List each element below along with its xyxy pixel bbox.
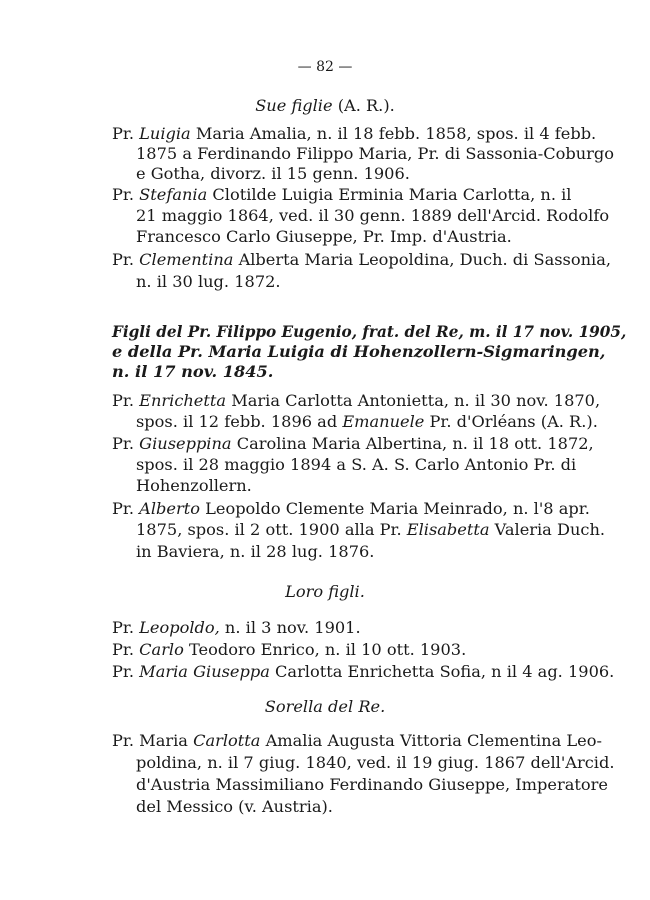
section-heading-figli-line: e della Pr. Maria Luigia di Hohenzollern-Sigmaringen, [112,342,606,361]
person-name: Clementina [139,250,234,269]
text-line: spos. il 28 maggio 1894 a S. A. S. Carlo Antonio Pr. di [136,455,577,474]
person-name: Elisabetta [406,520,490,539]
text-line: Hohenzollern. [136,476,252,495]
person-name: Alberto [139,499,200,518]
text-line: Pr. Maria Giuseppa Carlotta Enrichetta Sofia, n il 4 ag. 1906. [112,662,615,681]
text-line: e Gotha, divorz. il 15 genn. 1906. [136,164,410,183]
text-line: 1875 a Ferdinando Filippo Maria, Pr. di Sassonia-Coburgo [136,144,614,163]
text-line: n. il 30 lug. 1872. [136,272,281,291]
person-name: Stefania [139,185,208,204]
text-line: spos. il 12 febb. 1896 ad Emanuele Pr. d'Orléans (A. R.). [136,412,598,431]
person-name: Carlotta [193,731,261,750]
person-name: Leopoldo, [139,618,220,637]
section-heading-loro-figli: Loro figli. [285,582,365,601]
text-line: Pr. Leopoldo, n. il 3 nov. 1901. [112,618,361,637]
person-name: Maria Giuseppa [139,662,270,681]
page-number: — 82 — [297,59,353,75]
section-heading-sue-figlie [0,96,650,116]
text-line: d'Austria Massimiliano Ferdinando Giuseppe, Imperatore [136,775,608,794]
section-heading-figli-line: Figli del Pr. Filippo Eugenio, frat. del Re, m. il 17 nov. 1905, [112,322,627,341]
text-line: poldina, n. il 7 giug. 1840, ved. il 19 giug. 1867 dell'Arcid. [136,753,615,772]
person-name: Enrichetta [139,391,227,410]
text-line: Pr. Stefania Clotilde Luigia Erminia Maria Carlotta, n. il [112,185,572,204]
text-line: 1875, spos. il 2 ott. 1900 alla Pr. Elisabetta Valeria Duch. [136,520,606,539]
text-line: Pr. Clementina Alberta Maria Leopoldina, Duch. di Sassonia, [112,250,611,269]
text-line: del Messico (v. Austria). [136,797,333,816]
section-heading-sorella: Sorella del Re. [264,697,386,716]
text-line: Francesco Carlo Giuseppe, Pr. Imp. d'Austria. [136,227,512,246]
text-line: Pr. Giuseppina Carolina Maria Albertina, n. il 18 ott. 1872, [112,434,594,453]
text-line: Pr. Alberto Leopoldo Clemente Maria Meinrado, n. l'8 apr. [112,499,590,518]
text-line: Pr. Luigia Maria Amalia, n. il 18 febb. 1858, spos. il 4 febb. [112,124,597,143]
text-line: in Baviera, n. il 28 lug. 1876. [136,542,375,561]
heading-suffix: (A. R.). [332,96,395,115]
person-name: Emanuele [342,412,425,431]
person-name: Giuseppina [139,434,232,453]
text-line: Pr. Maria Carlotta Amalia Augusta Vittoria Clementina Leo- [112,731,602,750]
heading-label: Sue figlie [255,96,333,115]
person-name: Carlo [139,640,184,659]
text-line: Pr. Enrichetta Maria Carlotta Antonietta, n. il 30 nov. 1870, [112,391,601,410]
text-line: 21 maggio 1864, ved. il 30 genn. 1889 dell'Arcid. Rodolfo [136,206,610,225]
text-line: Pr. Carlo Teodoro Enrico, n. il 10 ott. 1903. [112,640,467,659]
section-heading-figli-line: n. il 17 nov. 1845. [112,362,274,381]
person-name: Luigia [139,124,191,143]
